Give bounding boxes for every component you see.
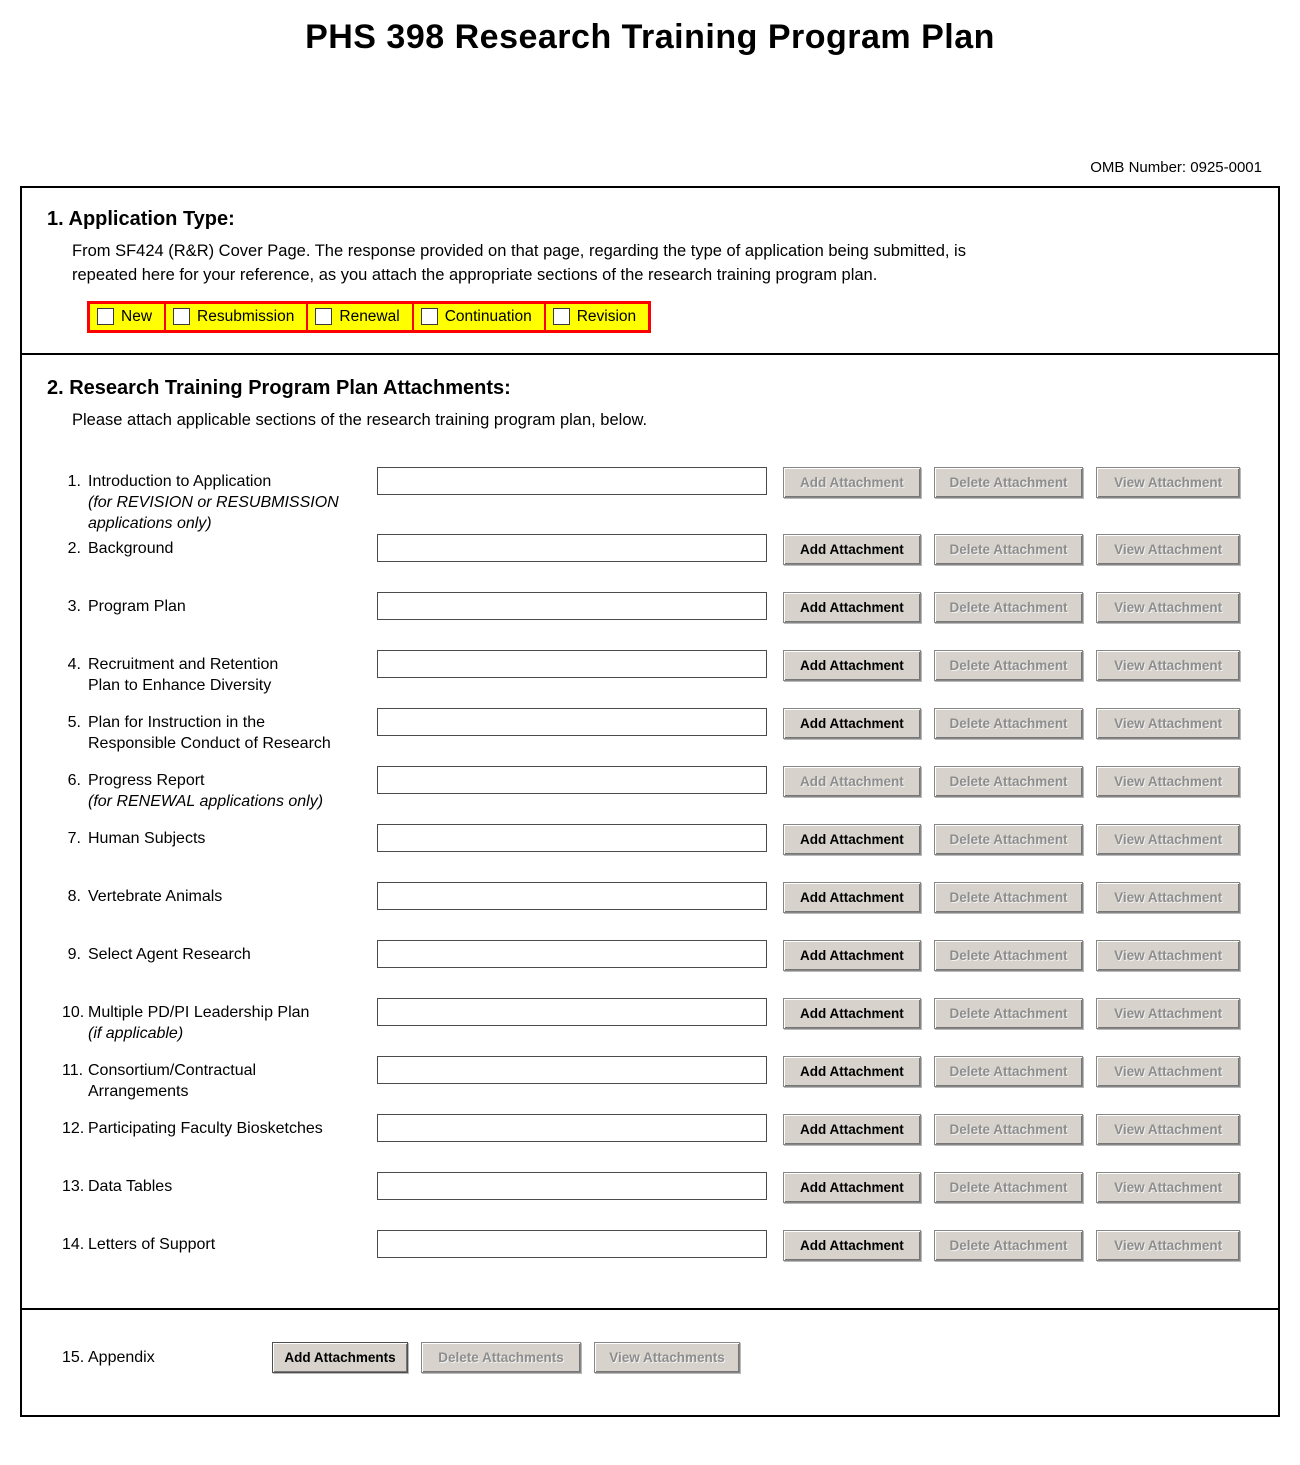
attachment-row — [62, 1114, 1253, 1172]
attachment-row-number: 9. — [67, 946, 81, 964]
attachment-row-label-group — [62, 940, 377, 965]
add-attachment-button[interactable]: Add Attachment — [783, 1114, 921, 1145]
appendix-divider — [22, 1308, 1278, 1310]
attachment-row-number: 14. — [62, 1236, 85, 1254]
application-type-checkbox[interactable] — [421, 308, 438, 325]
attachment-filename-input[interactable] — [377, 998, 767, 1026]
delete-attachment-button[interactable]: Delete Attachment — [934, 1114, 1084, 1145]
application-type-option — [164, 304, 306, 330]
attachment-row — [62, 467, 1253, 534]
attachment-row-label: Recruitment and Retention — [88, 656, 279, 674]
attachment-row-label: Introduction to Application — [88, 472, 272, 490]
application-type-description-line1: From SF424 (R&R) Cover Page. The response provided on that page, regarding the type of application being submitted, is — [72, 242, 966, 260]
application-type-option — [306, 304, 411, 330]
attachment-filename-input[interactable] — [377, 1114, 767, 1142]
application-type-checkbox[interactable] — [315, 308, 332, 325]
attachment-row-label-group — [62, 708, 377, 754]
delete-attachment-button[interactable]: Delete Attachment — [934, 650, 1084, 681]
view-attachment-button[interactable]: View Attachment — [1096, 592, 1240, 623]
add-attachment-button[interactable]: Add Attachment — [783, 998, 921, 1029]
attachment-row-label: Multiple PD/PI Leadership Plan — [88, 1004, 310, 1022]
attachment-filename-input[interactable] — [377, 534, 767, 562]
delete-attachment-button[interactable]: Delete Attachment — [934, 1172, 1084, 1203]
delete-attachment-button[interactable]: Delete Attachment — [934, 592, 1084, 623]
add-attachment-button[interactable]: Add Attachment — [783, 882, 921, 913]
delete-attachment-button[interactable]: Delete Attachment — [934, 998, 1084, 1029]
application-type-option-label: Revision — [576, 307, 637, 325]
attachment-row-note: (if applicable) — [88, 1025, 184, 1043]
attachment-row-number: 8. — [67, 888, 81, 906]
application-type-description-line2: repeated here for your reference, as you attach the appropriate sections of the research training program plan. — [72, 265, 878, 284]
delete-attachment-button[interactable]: Delete Attachment — [934, 882, 1084, 913]
attachment-row-number: 6. — [67, 772, 81, 790]
attachment-row-number: 4. — [67, 656, 81, 674]
attachment-row-label-group — [62, 1056, 377, 1102]
attachment-row-note: (for RENEWAL applications only) — [88, 793, 324, 811]
view-attachment-button[interactable]: View Attachment — [1096, 1114, 1240, 1145]
view-attachment-button[interactable]: View Attachment — [1096, 824, 1240, 855]
application-type-option-label: New — [121, 307, 153, 325]
attachment-filename-input[interactable] — [377, 1056, 767, 1084]
delete-attachment-button[interactable]: Delete Attachment — [934, 824, 1084, 855]
delete-attachment-button[interactable]: Delete Attachment — [934, 940, 1084, 971]
attachment-row — [62, 940, 1253, 998]
delete-attachment-button[interactable]: Delete Attachment — [934, 534, 1084, 565]
view-attachment-button[interactable]: View Attachment — [1096, 1172, 1240, 1203]
delete-attachment-button[interactable]: Delete Attachment — [934, 1056, 1084, 1087]
attachment-row-number: 11. — [62, 1062, 84, 1080]
attachment-filename-input[interactable] — [377, 467, 767, 495]
view-attachments-button[interactable]: View Attachments — [594, 1342, 740, 1373]
attachment-row-number: 12. — [62, 1120, 85, 1138]
attachment-row-label-group — [62, 998, 377, 1044]
attachment-row — [62, 708, 1253, 766]
delete-attachments-button[interactable]: Delete Attachments — [421, 1342, 581, 1373]
delete-attachment-button[interactable]: Delete Attachment — [934, 467, 1084, 498]
application-type-checkbox[interactable] — [553, 308, 570, 325]
attachment-row-number: 10. — [62, 1004, 85, 1022]
attachment-row-number: 7. — [67, 830, 81, 848]
application-type-option-label: Renewal — [339, 307, 400, 325]
view-attachment-button[interactable]: View Attachment — [1096, 1230, 1240, 1261]
attachment-row — [62, 592, 1253, 650]
attachment-row-label-line2: Plan to Enhance Diversity — [88, 677, 272, 695]
attachment-row-label-group — [62, 592, 377, 617]
attachments-section — [22, 355, 1278, 1415]
attachment-row-label-group — [62, 1172, 377, 1197]
attachment-row — [62, 824, 1253, 882]
page-title: PHS 398 Research Training Program Plan — [305, 18, 995, 56]
appendix-row-label: Appendix — [88, 1349, 155, 1367]
attachments-description: Please attach applicable sections of the research training program plan, below. — [72, 410, 648, 429]
attachment-filename-input[interactable] — [377, 650, 767, 678]
attachment-row-label-group — [62, 467, 377, 534]
attachment-filename-input[interactable] — [377, 592, 767, 620]
attachment-row-label-group — [62, 1230, 377, 1255]
view-attachment-button[interactable]: View Attachment — [1096, 650, 1240, 681]
form-box — [20, 186, 1280, 1417]
attachment-filename-input[interactable] — [377, 1230, 767, 1258]
attachments-heading: 2. Research Training Program Plan Attachments: — [47, 376, 511, 399]
attachment-row — [62, 766, 1253, 824]
attachment-filename-input[interactable] — [377, 1172, 767, 1200]
view-attachment-button[interactable]: View Attachment — [1096, 882, 1240, 913]
attachment-row-label: Vertebrate Animals — [88, 888, 223, 906]
attachment-row-label-line2: Arrangements — [88, 1083, 189, 1101]
attachment-row-number: 5. — [67, 714, 81, 732]
attachment-row-label-group — [62, 766, 377, 812]
add-attachment-button[interactable]: Add Attachment — [783, 766, 921, 797]
attachment-rows — [47, 467, 1253, 1288]
application-type-option — [90, 304, 164, 330]
add-attachment-button[interactable]: Add Attachment — [783, 1172, 921, 1203]
attachment-filename-input[interactable] — [377, 824, 767, 852]
attachment-row — [62, 534, 1253, 592]
add-attachment-button[interactable]: Add Attachment — [783, 534, 921, 565]
attachment-row — [62, 882, 1253, 940]
appendix-label-group — [62, 1347, 272, 1368]
attachment-row-label: Participating Faculty Biosketches — [88, 1120, 323, 1138]
application-type-option-label: Resubmission — [197, 307, 295, 325]
attachment-row-label-group — [62, 882, 377, 907]
view-attachment-button[interactable]: View Attachment — [1096, 766, 1240, 797]
application-type-checkbox[interactable] — [97, 308, 114, 325]
attachment-row-label-group — [62, 1114, 377, 1139]
delete-attachment-button[interactable]: Delete Attachment — [934, 1230, 1084, 1261]
add-attachment-button[interactable]: Add Attachment — [783, 708, 921, 739]
attachment-filename-input[interactable] — [377, 708, 767, 736]
application-type-heading: 1. Application Type: — [47, 208, 235, 230]
application-type-option-label: Continuation — [444, 307, 532, 325]
attachment-row-label-line2: Responsible Conduct of Research — [88, 735, 331, 753]
add-attachment-button[interactable]: Add Attachment — [783, 1056, 921, 1087]
attachment-row-number: 13. — [62, 1178, 85, 1196]
attachment-row — [62, 998, 1253, 1056]
application-type-option — [412, 304, 544, 330]
attachment-row-label: Letters of Support — [88, 1236, 216, 1254]
add-attachment-button[interactable]: Add Attachment — [783, 824, 921, 855]
view-attachment-button[interactable]: View Attachment — [1096, 998, 1240, 1029]
attachment-row-label: Background — [88, 540, 174, 558]
view-attachment-button[interactable]: View Attachment — [1096, 534, 1240, 565]
attachment-filename-input[interactable] — [377, 882, 767, 910]
attachment-row-label: Progress Report — [88, 772, 205, 790]
add-attachment-button[interactable]: Add Attachment — [783, 650, 921, 681]
add-attachment-button[interactable]: Add Attachment — [783, 592, 921, 623]
attachment-row-label: Plan for Instruction in the — [88, 714, 265, 732]
add-attachments-button[interactable]: Add Attachments — [272, 1342, 408, 1373]
attachment-row-number: 2. — [67, 540, 81, 558]
application-type-description — [72, 240, 1253, 288]
attachment-row-label: Select Agent Research — [88, 946, 251, 964]
attachment-row-number: 3. — [67, 598, 81, 616]
attachment-row-number: 1. — [67, 472, 81, 490]
application-type-section — [22, 188, 1278, 355]
attachment-row-label-group — [62, 824, 377, 849]
omb-number: OMB Number: 0925-0001 — [1090, 159, 1262, 176]
attachment-row — [62, 1056, 1253, 1114]
application-type-options-group — [87, 301, 651, 333]
add-attachment-button[interactable]: Add Attachment — [783, 1230, 921, 1261]
view-attachment-button[interactable]: View Attachment — [1096, 1056, 1240, 1087]
application-type-checkbox[interactable] — [173, 308, 190, 325]
attachment-row-label: Consortium/Contractual — [88, 1062, 257, 1080]
attachment-row — [62, 650, 1253, 708]
view-attachment-button[interactable]: View Attachment — [1096, 467, 1240, 498]
appendix-row — [62, 1342, 1253, 1415]
appendix-row-number: 15. — [62, 1349, 85, 1367]
attachment-row-label-group — [62, 534, 377, 559]
attachment-row-label: Human Subjects — [88, 830, 206, 848]
attachment-row-note: (for REVISION or RESUBMISSION applications only) — [88, 493, 339, 532]
view-attachment-button[interactable]: View Attachment — [1096, 708, 1240, 739]
attachment-row-label-group — [62, 650, 377, 696]
add-attachment-button[interactable]: Add Attachment — [783, 940, 921, 971]
attachment-row-label: Program Plan — [88, 598, 186, 616]
delete-attachment-button[interactable]: Delete Attachment — [934, 708, 1084, 739]
delete-attachment-button[interactable]: Delete Attachment — [934, 766, 1084, 797]
view-attachment-button[interactable]: View Attachment — [1096, 940, 1240, 971]
attachment-row — [62, 1230, 1253, 1288]
application-type-option — [544, 304, 648, 330]
attachment-row — [62, 1172, 1253, 1230]
add-attachment-button[interactable]: Add Attachment — [783, 467, 921, 498]
attachment-filename-input[interactable] — [377, 766, 767, 794]
attachment-filename-input[interactable] — [377, 940, 767, 968]
attachment-row-label: Data Tables — [88, 1178, 173, 1196]
